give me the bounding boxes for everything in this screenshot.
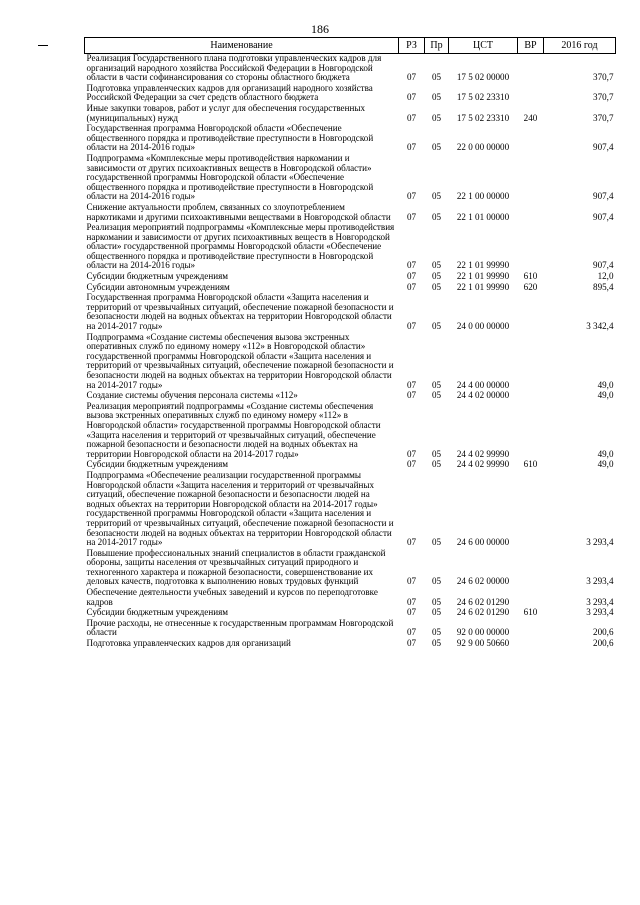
row-value: 907,4 — [593, 142, 614, 153]
table-body — [85, 54, 616, 650]
row-rz: 07 — [406, 92, 417, 103]
row-pr: 05 — [431, 112, 442, 123]
row-rz: 07 — [406, 537, 417, 548]
row-pr: 05 — [431, 142, 442, 153]
row-rz: 07 — [406, 459, 417, 470]
table-row — [85, 124, 616, 154]
margin-mark — [38, 45, 48, 46]
table-row — [85, 402, 616, 461]
table-row — [85, 293, 616, 332]
row-vr — [518, 549, 544, 588]
row-vr: 620 — [523, 281, 538, 292]
row-rz: 07 — [406, 638, 417, 649]
row-vr — [518, 124, 544, 154]
row-value: 370,7 — [593, 112, 614, 123]
row-cst: 17 5 02 23310 — [456, 112, 510, 123]
row-pr: 05 — [431, 191, 442, 202]
row-value: 907,4 — [593, 191, 614, 202]
row-pr: 05 — [431, 271, 442, 282]
row-value: 3 342,4 — [586, 321, 614, 332]
row-rz: 07 — [406, 596, 417, 607]
table-row — [85, 333, 616, 392]
table-row — [85, 471, 616, 549]
table-row — [85, 104, 616, 124]
table-row — [85, 203, 616, 223]
row-cst: 92 0 00 00000 — [456, 627, 510, 638]
row-pr: 05 — [431, 459, 442, 470]
row-pr: 05 — [431, 211, 442, 222]
row-pr: 05 — [431, 607, 442, 618]
row-name: Субсидии автономным учреждениям — [86, 281, 230, 292]
row-name: Реализация мероприятий подпрограммы «Создание системы обеспечения вызова экстренных оперативных служб по единому номеру «112» в Новгородской области» государственной программы Новгородской области «Защита населения и территорий от чрезвычайных ситуаций, обеспечение пожарной безопасности и безопасности людей на водных объектах на территории Новгородской области на 2014-2017 годы» — [86, 400, 381, 459]
row-pr: 05 — [431, 281, 442, 292]
row-pr: 05 — [431, 596, 442, 607]
table-row — [85, 639, 616, 650]
row-cst: 24 6 02 00000 — [456, 576, 510, 587]
table-row — [85, 619, 616, 639]
header-name: Наименование — [85, 38, 399, 54]
row-name: Субсидии бюджетным учреждениям — [86, 459, 229, 470]
row-pr: 05 — [431, 390, 442, 401]
row-vr — [518, 333, 544, 392]
table-row — [85, 54, 616, 84]
row-pr: 05 — [431, 321, 442, 332]
row-value: 200,6 — [593, 627, 614, 638]
row-rz: 07 — [406, 627, 417, 638]
row-rz: 07 — [406, 260, 417, 271]
row-vr — [518, 402, 544, 461]
row-pr: 05 — [431, 627, 442, 638]
row-cst: 24 6 02 01290 — [456, 607, 510, 618]
row-cst: 22 1 01 99990 — [456, 271, 510, 282]
row-value: 49,0 — [597, 390, 614, 401]
row-cst: 22 1 01 99990 — [456, 260, 510, 271]
row-pr: 05 — [431, 576, 442, 587]
row-rz: 07 — [406, 448, 417, 459]
row-pr: 05 — [431, 72, 442, 83]
row-rz: 07 — [406, 390, 417, 401]
row-value: 3 293,4 — [586, 596, 614, 607]
table-row — [85, 154, 616, 203]
row-name: Государственная программа Новгородской области «Защита населения и территорий от чрезвычайных ситуаций, обеспечение пожарной безопасности и безопасности людей на водных объектах на территории Новгородской области на 2014-2017 годы» — [86, 292, 394, 332]
row-cst: 17 5 02 00000 — [456, 72, 510, 83]
row-cst: 24 4 02 99990 — [456, 448, 510, 459]
row-vr — [518, 391, 544, 402]
row-value: 49,0 — [597, 459, 614, 470]
row-rz: 07 — [406, 576, 417, 587]
row-value: 907,4 — [593, 260, 614, 271]
row-value: 3 293,4 — [586, 576, 614, 587]
row-name: Реализация мероприятий подпрограммы «Комплексные меры противодействия наркомании и зависимости от других психоактивных веществ в Новгородской области» государственной программы Новгородской области «Обеспечение общественного порядка и противодействие преступности в Новгородской области на 2014-2016 годы» — [86, 222, 395, 271]
row-rz: 07 — [406, 607, 417, 618]
budget-table — [84, 37, 616, 650]
row-name: Субсидии бюджетным учреждениям — [86, 607, 229, 618]
row-vr: 240 — [523, 112, 538, 123]
row-pr: 05 — [431, 92, 442, 103]
row-vr — [518, 203, 544, 223]
row-cst: 17 5 02 23310 — [456, 92, 510, 103]
row-name: Создание системы обучения персонала системы «112» — [86, 390, 298, 401]
row-rz: 07 — [406, 72, 417, 83]
table-row — [85, 84, 616, 104]
header-year: 2016 год — [544, 38, 616, 54]
row-name: Подготовка управленческих кадров для организаций — [86, 638, 291, 649]
row-vr — [518, 84, 544, 104]
row-rz: 07 — [406, 191, 417, 202]
row-name: Подпрограмма «Обеспечение реализации государственной программы Новгородской области «Защита населения и территорий от чрезвычайных ситуаций, обеспечение пожарной безопасности и безопасности людей на водных объектах на территории Новгородской области на 2014-2017 годы» государственной программы Новгородской области «Защита населения и территорий от чрезвычайных ситуаций, обеспечение пожарной безопасности и безопасности людей на водных объектах на территории Новгородской области на 2014-2017 годы» — [86, 469, 394, 548]
row-value: 49,0 — [597, 448, 614, 459]
header-cst: ЦСТ — [449, 38, 518, 54]
row-vr — [518, 471, 544, 549]
row-name: Снижение актуальности проблем, связанных со злоупотреблением наркотиками и другими психоактивными веществами в Новгородской области — [86, 201, 391, 222]
row-rz: 07 — [406, 321, 417, 332]
row-cst: 24 0 00 00000 — [456, 321, 510, 332]
row-pr: 05 — [431, 638, 442, 649]
row-cst: 24 4 02 99990 — [456, 459, 510, 470]
table-row — [85, 588, 616, 608]
table-header-row — [85, 38, 616, 54]
row-value: 370,7 — [593, 92, 614, 103]
row-rz: 07 — [406, 379, 417, 390]
row-vr — [518, 619, 544, 639]
row-name: Подпрограмма «Комплексные меры противодействия наркомании и зависимости от других психоактивных веществ в Новгородской области» государственной программы Новгородской области «Обеспечение общественного порядка и противодействие преступности в Новгородской области на 2014-2016 годы» — [86, 152, 374, 202]
table-row — [85, 549, 616, 588]
row-vr — [518, 588, 544, 608]
row-value: 907,4 — [593, 211, 614, 222]
row-cst: 24 4 00 00000 — [456, 379, 510, 390]
row-name: Подпрограмма «Создание системы обеспечения вызова экстренных оперативных служб по единому номеру «112» в Новгородской области» государственной программы Новгородской области «Защита населения и территорий от чрезвычайных ситуаций, обеспечение пожарной безопасности и безопасности людей на водных объектах на территории Новгородской области на 2014-2017 годы» — [86, 331, 394, 390]
row-rz: 07 — [406, 271, 417, 282]
row-value: 3 293,4 — [586, 607, 614, 618]
row-cst: 22 0 00 00000 — [456, 142, 510, 153]
header-vr: ВР — [518, 38, 544, 54]
row-name: Субсидии бюджетным учреждениям — [86, 271, 229, 282]
row-name: Обеспечение деятельности учебных заведений и курсов по переподготовке кадров — [86, 587, 378, 607]
row-name: Государственная программа Новгородской области «Обеспечение общественного порядка и противодействие преступности в Новгородской области на 2014-2016 годы» — [86, 123, 374, 153]
row-cst: 24 6 00 00000 — [456, 537, 510, 548]
row-rz: 07 — [406, 142, 417, 153]
row-vr — [518, 54, 544, 84]
row-pr: 05 — [431, 448, 442, 459]
row-vr — [518, 154, 544, 203]
row-cst: 22 1 01 00000 — [456, 211, 510, 222]
row-cst: 92 9 00 50660 — [456, 638, 510, 649]
row-vr — [518, 639, 544, 650]
row-pr: 05 — [431, 379, 442, 390]
row-value: 3 293,4 — [586, 537, 614, 548]
row-cst: 22 1 00 00000 — [456, 191, 510, 202]
row-vr: 610 — [523, 271, 538, 282]
table-row — [85, 223, 616, 272]
row-pr: 05 — [431, 537, 442, 548]
row-rz: 07 — [406, 281, 417, 292]
row-name: Прочие расходы, не отнесенные к государственным программам Новгородской области — [86, 617, 394, 638]
row-vr — [518, 223, 544, 272]
row-rz: 07 — [406, 112, 417, 123]
header-rz: РЗ — [399, 38, 425, 54]
row-rz: 07 — [406, 211, 417, 222]
row-name: Повышение профессиональных знаний специалистов в области гражданской обороны, защиты населения от чрезвычайных ситуаций природного и техногенного характера и пожарной безопасности, совершенствование их деловых качеств, подготовка к выполнению новых трудовых функций — [86, 547, 386, 587]
row-value: 895,4 — [593, 281, 614, 292]
row-value: 49,0 — [597, 379, 614, 390]
header-pr: Пр — [425, 38, 449, 54]
row-pr: 05 — [431, 260, 442, 271]
row-cst: 22 1 01 99990 — [456, 281, 510, 292]
row-value: 12,0 — [597, 271, 614, 282]
row-name: Реализация Государственного плана подготовки управленческих кадров для организаций народного хозяйства Российской Федерации в Новгородской области в части софинансирования со стороны областного бюджета — [86, 53, 382, 83]
row-vr: 610 — [523, 459, 538, 470]
row-vr: 610 — [523, 607, 538, 618]
row-cst: 24 6 02 01290 — [456, 596, 510, 607]
row-name: Иные закупки товаров, работ и услуг для обеспечения государственных (муниципальных) нужд — [86, 102, 365, 123]
row-value: 200,6 — [593, 638, 614, 649]
row-name: Подготовка управленческих кадров для организаций народного хозяйства Российской Федерации за счет средств областного бюджета — [86, 82, 373, 103]
row-vr — [518, 293, 544, 332]
page-number: 186 — [311, 22, 329, 36]
row-cst: 24 4 02 00000 — [456, 390, 510, 401]
row-value: 370,7 — [593, 72, 614, 83]
